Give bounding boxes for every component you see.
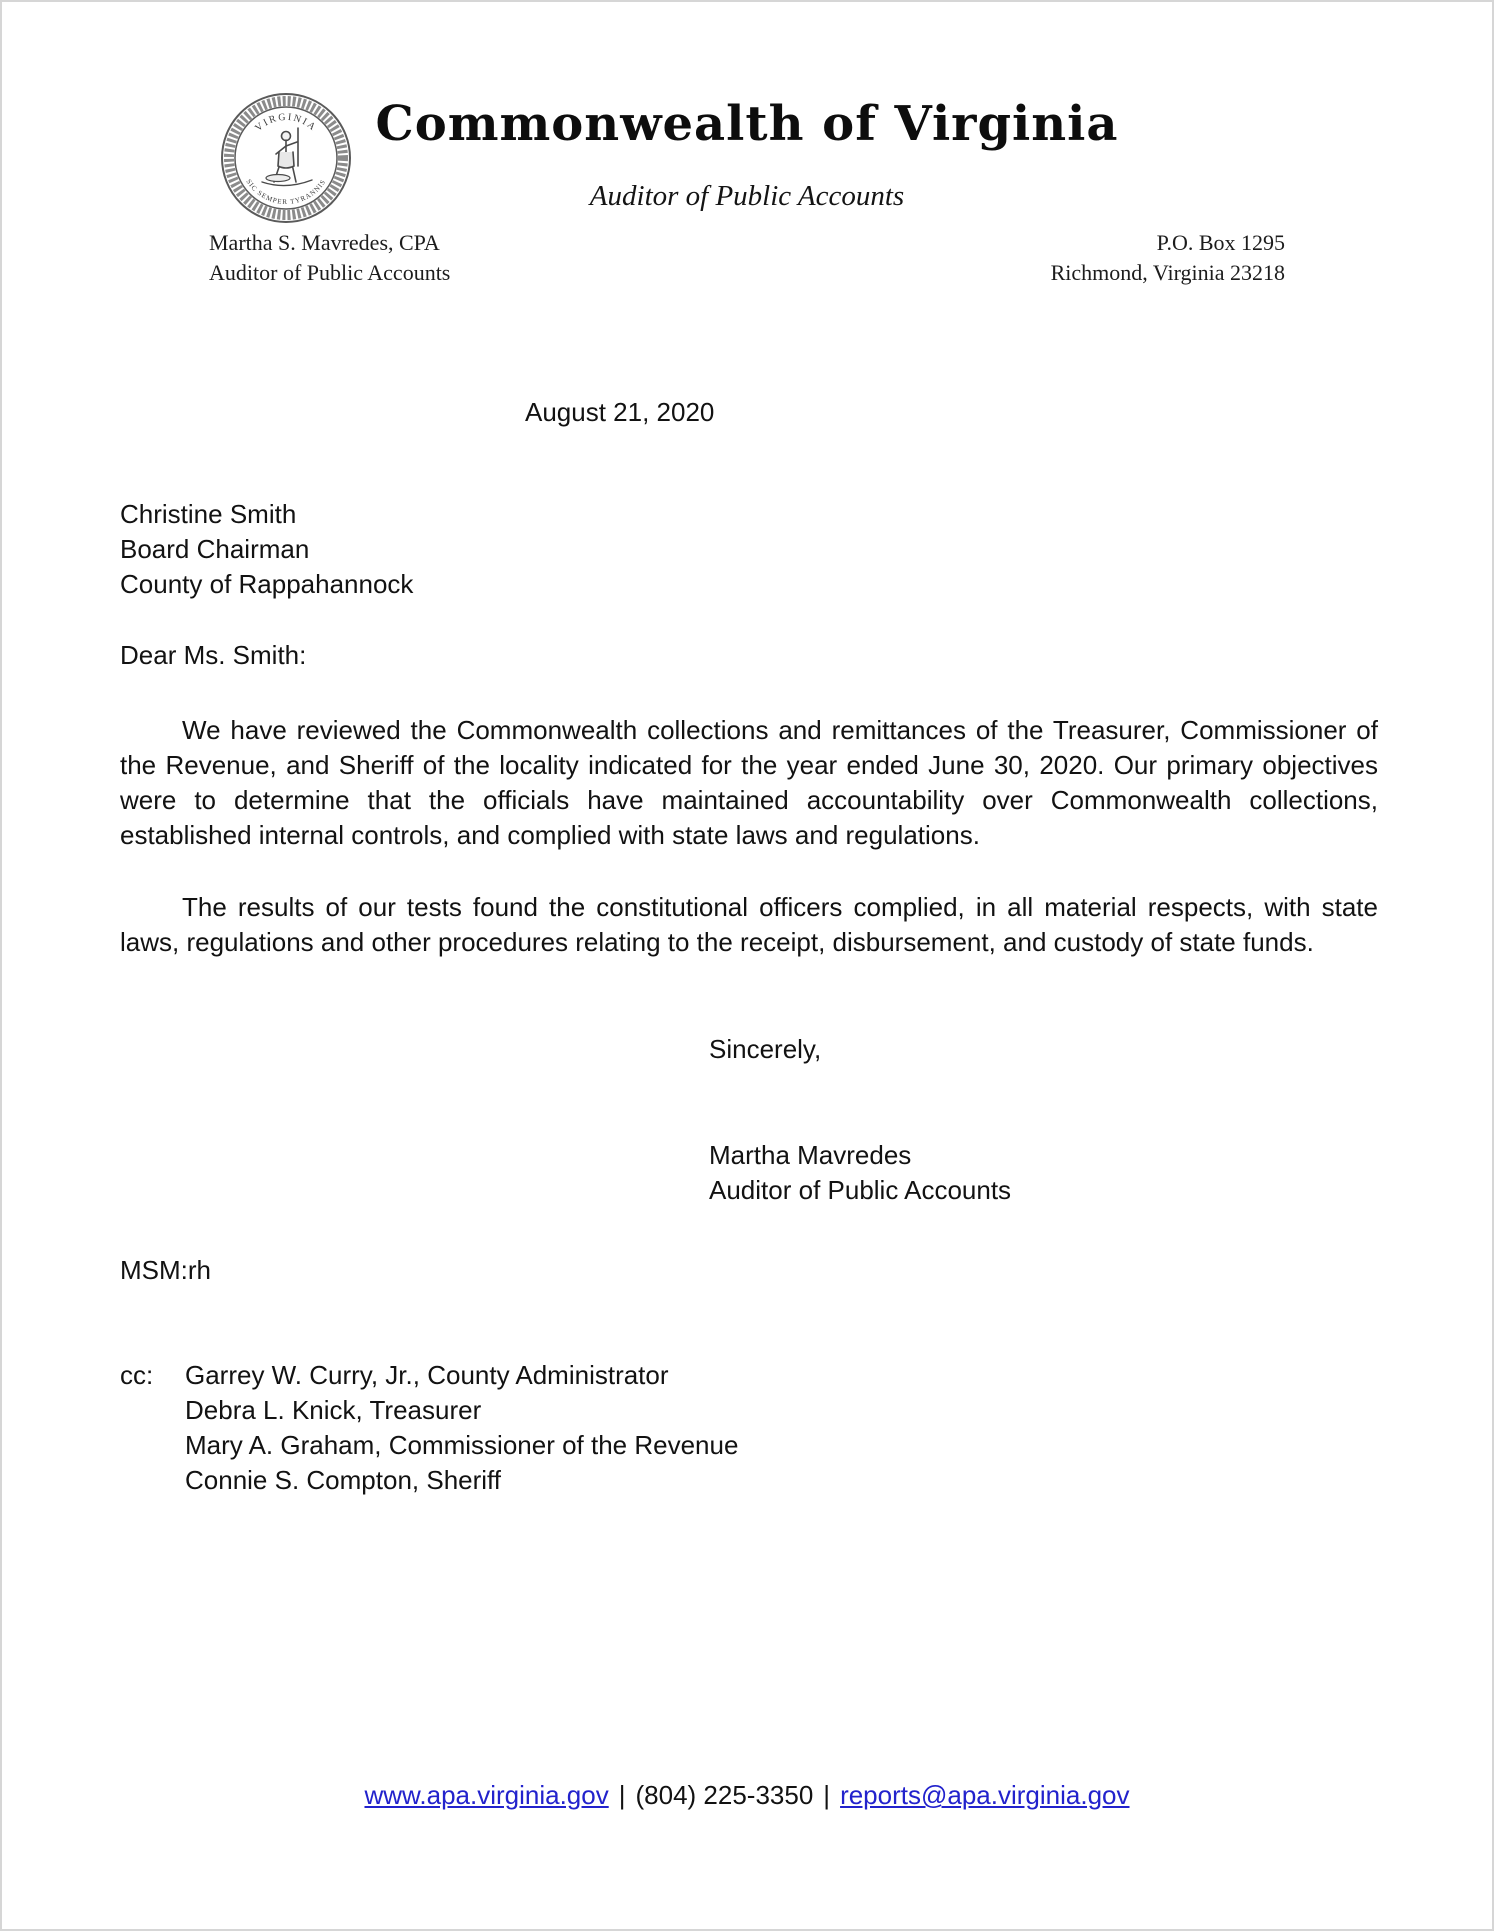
email-link[interactable]: reports@apa.virginia.gov <box>840 1780 1130 1810</box>
cc-block <box>120 1358 738 1498</box>
reference-initials: MSM:rh <box>120 1255 211 1285</box>
recipient-name: Christine Smith <box>120 499 297 529</box>
footer-phone: (804) 225-3350 <box>635 1780 814 1810</box>
paragraph-2: The results of our tests found the constitutional officers complied, in all material respects, with state laws, regulations and other procedures relating to the receipt, disbursement, and custody of state funds. <box>120 892 1378 957</box>
official-title: Auditor of Public Accounts <box>209 260 451 285</box>
cc-item: Connie S. Compton, Sheriff <box>185 1465 502 1495</box>
cc-item: Mary A. Graham, Commissioner of the Revenue <box>185 1430 739 1460</box>
cc-list <box>185 1358 738 1498</box>
footer <box>2 1780 1492 1811</box>
org-subtitle: Auditor of Public Accounts <box>589 180 905 212</box>
salutation: Dear Ms. Smith: <box>120 640 307 670</box>
cc-item: Debra L. Knick, Treasurer <box>185 1395 482 1425</box>
website-link[interactable]: www.apa.virginia.gov <box>364 1780 609 1810</box>
recipient-locality: County of Rappahannock <box>120 569 414 599</box>
closing: Sincerely, <box>709 1034 822 1064</box>
letter-date: August 21, 2020 <box>525 397 715 427</box>
signature-name: Martha Mavredes <box>709 1140 912 1170</box>
signature-block <box>709 1138 1011 1208</box>
recipient-block <box>120 497 413 602</box>
paragraph-1: We have reviewed the Commonwealth collections and remittances of the Treasurer, Commissioner of the Revenue, and Sheriff of the locality indicated for the year ended June 30, 2020. Our primary objectives were to determine that the officials have maintained accountability over Commonwealth collections, established internal controls, and complied with state laws and regulations. <box>120 715 1378 850</box>
svg-text:VIRGINIA: VIRGINIA <box>253 111 319 134</box>
recipient-title: Board Chairman <box>120 534 310 564</box>
po-box-line: P.O. Box 1295 <box>1156 230 1285 255</box>
footer-separator: | <box>823 1780 831 1810</box>
official-block <box>209 228 450 288</box>
return-address-block <box>1051 228 1285 288</box>
cc-label: cc: <box>120 1360 154 1390</box>
signature-title: Auditor of Public Accounts <box>709 1175 1012 1205</box>
footer-separator: | <box>618 1780 626 1810</box>
city-state-zip-line: Richmond, Virginia 23218 <box>1050 260 1285 285</box>
cc-item: Garrey W. Curry, Jr., County Administrator <box>185 1360 669 1390</box>
org-title: Commonwealth of Virginia <box>375 96 1119 152</box>
official-name: Martha S. Mavredes, CPA <box>209 230 440 255</box>
svg-text:SIC SEMPER TYRANNIS: SIC SEMPER TYRANNIS <box>244 177 328 207</box>
